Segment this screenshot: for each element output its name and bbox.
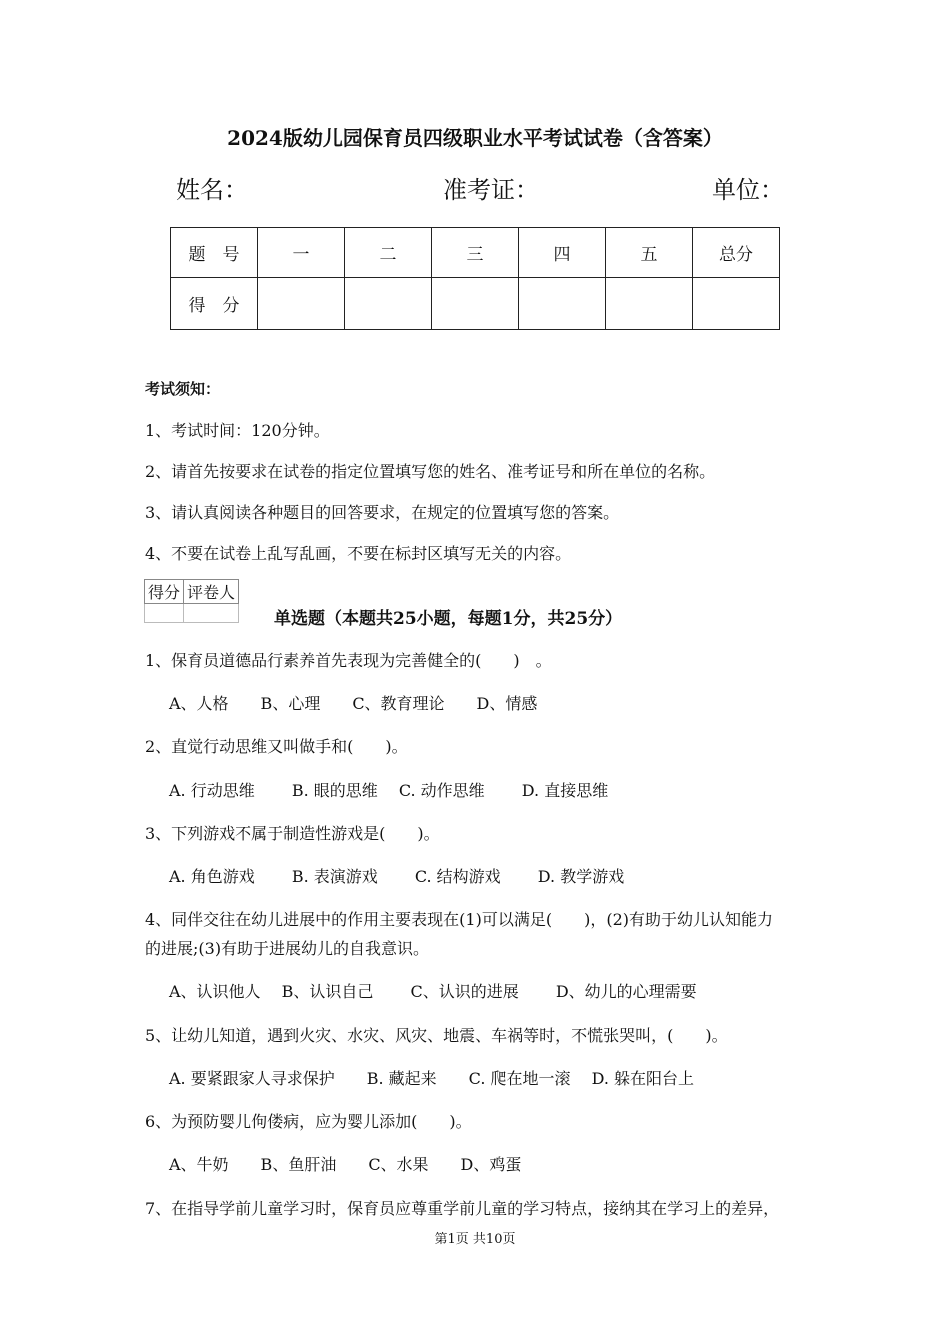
score-cell-label: 题 号 <box>171 228 258 278</box>
unit-label: 单位： <box>712 176 784 204</box>
section-title: 单选题（本题共25小题，每题1分，共25分） <box>274 609 623 629</box>
question-stem: 3、下列游戏不属于制造性游戏是( )。 <box>145 824 440 843</box>
page-title: 2024版幼儿园保育员四级职业水平考试试卷（含答案） <box>227 126 723 150</box>
question-options: A、人格 B、心理 C、教育理论 D、情感 <box>169 694 538 713</box>
score-cell-section-1: 一 <box>258 228 345 278</box>
question-options: A. 要紧跟家人寻求保护 B. 藏起来 C. 爬在地一滚 D. 躲在阳台上 <box>169 1069 695 1088</box>
ticket-label: 准考证： <box>443 176 539 204</box>
grader-name-label: 评卷人 <box>184 580 239 604</box>
score-cell-section-2: 二 <box>345 228 432 278</box>
score-cell-section-5: 五 <box>606 228 693 278</box>
notice-title: 考试须知： <box>145 380 221 398</box>
question-options: A. 行动思维 B. 眼的思维 C. 动作思维 D. 直接思维 <box>169 781 609 800</box>
question-stem: 6、为预防婴儿佝偻病，应为婴儿添加( )。 <box>145 1112 472 1131</box>
notice-item: 2、请首先按要求在试卷的指定位置填写您的姓名、准考证号和所在单位的名称。 <box>145 462 716 481</box>
grader-score-cell[interactable] <box>145 604 184 623</box>
score-input-3[interactable] <box>432 278 519 330</box>
grader-score-label: 得分 <box>145 580 184 604</box>
grader-box <box>144 579 239 623</box>
score-input-1[interactable] <box>258 278 345 330</box>
score-row-label: 得 分 <box>171 278 258 330</box>
notice-item: 3、请认真阅读各种题目的回答要求，在规定的位置填写您的答案。 <box>145 503 620 522</box>
notice-item: 1、考试时间：120分钟。 <box>145 421 330 440</box>
notice-item: 4、不要在试卷上乱写乱画，不要在标封区填写无关的内容。 <box>145 544 572 563</box>
score-input-4[interactable] <box>519 278 606 330</box>
score-table <box>170 227 780 330</box>
question-stem: 4、同伴交往在幼儿进展中的作用主要表现在(1)可以满足( )，(2)有助于幼儿认知能力 <box>145 910 773 929</box>
question-stem: 5、让幼儿知道，遇到火灾、水灾、风灾、地震、车祸等时，不慌张哭叫，( )。 <box>145 1026 728 1045</box>
question-options: A、认识他人 B、认识自己 C、认识的进展 D、幼儿的心理需要 <box>169 982 697 1001</box>
question-stem: 1、保育员道德品行素养首先表现为完善健全的( ) 。 <box>145 651 552 670</box>
score-cell-section-4: 四 <box>519 228 606 278</box>
score-input-5[interactable] <box>606 278 693 330</box>
page-footer: 第1页 共10页 <box>434 1232 516 1247</box>
score-table-header-row <box>171 228 780 278</box>
score-input-total[interactable] <box>693 278 780 330</box>
question-stem-continued: 的进展;(3)有助于进展幼儿的自我意识。 <box>145 939 430 958</box>
score-table-score-row <box>171 278 780 330</box>
name-label: 姓名： <box>176 176 248 204</box>
question-options: A. 角色游戏 B. 表演游戏 C. 结构游戏 D. 教学游戏 <box>169 867 625 886</box>
score-cell-section-3: 三 <box>432 228 519 278</box>
question-options: A、牛奶 B、鱼肝油 C、水果 D、鸡蛋 <box>169 1155 522 1174</box>
score-input-2[interactable] <box>345 278 432 330</box>
score-cell-total: 总分 <box>693 228 780 278</box>
question-stem: 2、直觉行动思维又叫做手和( )。 <box>145 737 408 756</box>
question-stem: 7、在指导学前儿童学习时，保育员应尊重学前儿童的学习特点，接纳其在学习上的差异， <box>145 1199 780 1218</box>
grader-name-cell[interactable] <box>184 604 239 623</box>
